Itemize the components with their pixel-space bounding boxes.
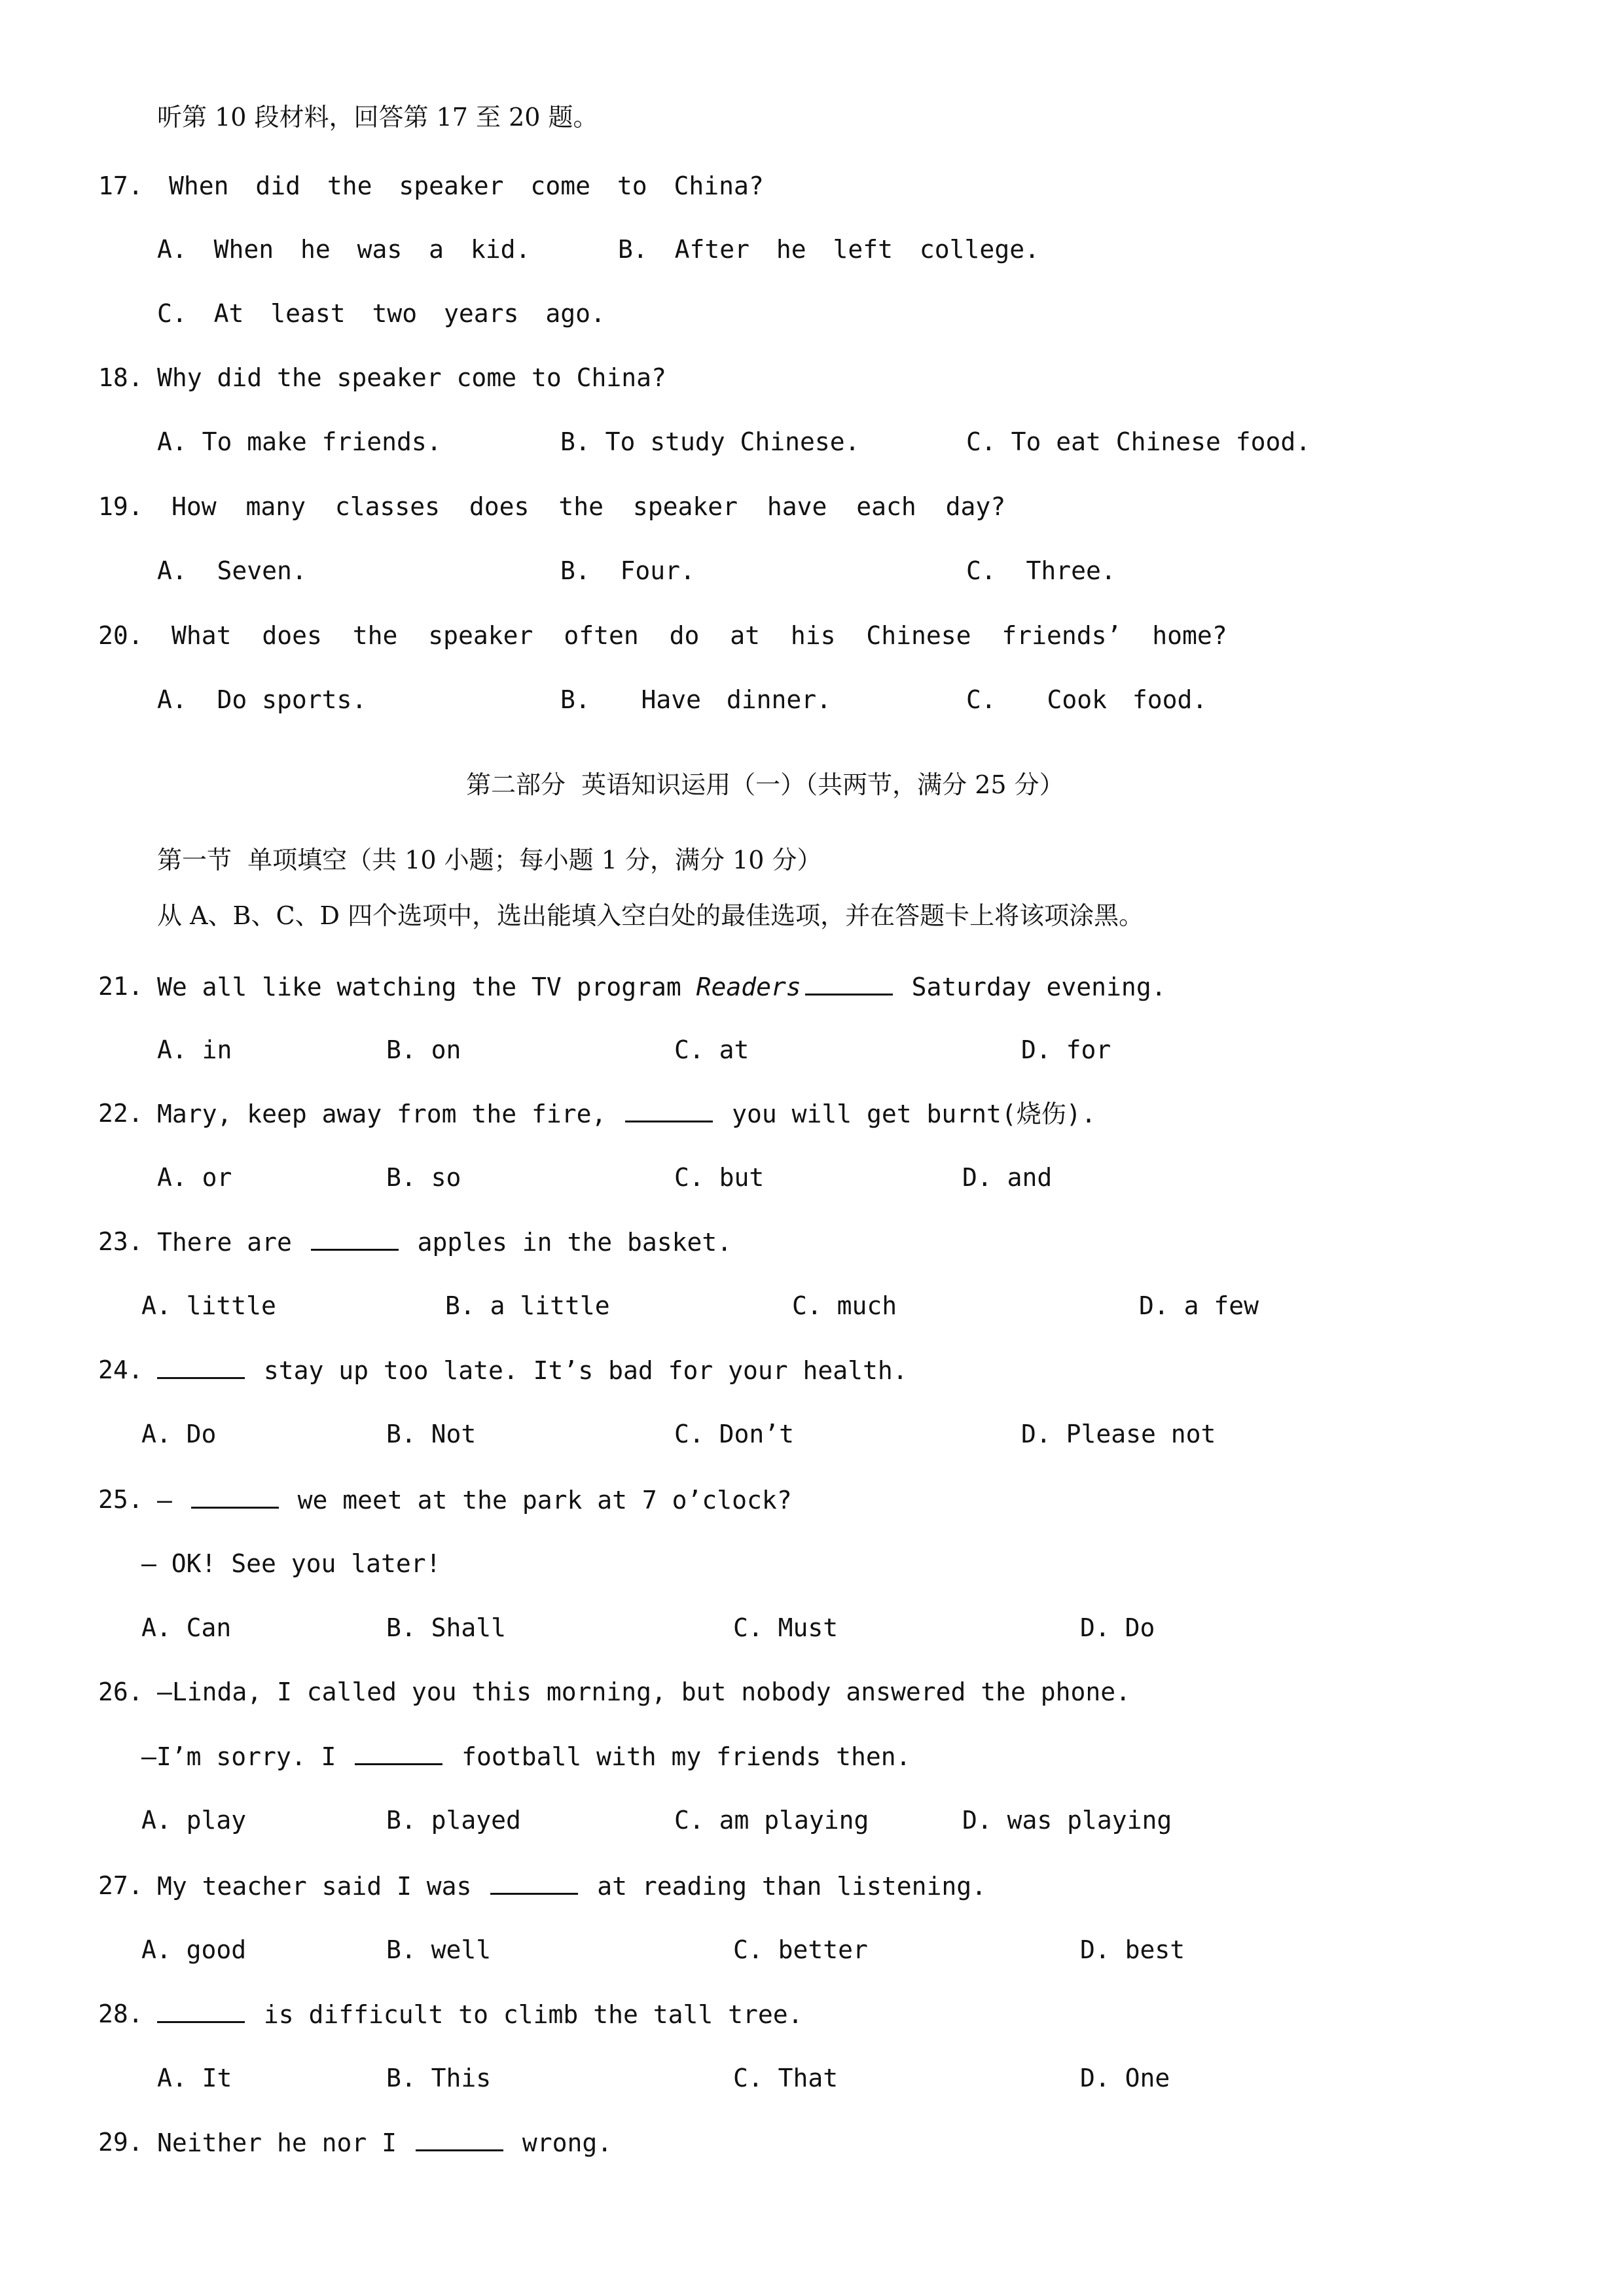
- question-28-number: 28.: [98, 2000, 143, 2028]
- question-20-number: 20.: [98, 621, 143, 650]
- q25-option-a: A. Can: [141, 1613, 232, 1642]
- q22-option-a: A. or: [157, 1163, 232, 1192]
- question-17-text: When did the speaker come to China?: [169, 171, 764, 200]
- q26-option-c: C. am playing: [674, 1806, 869, 1835]
- q24-option-c: C. Don’t: [674, 1420, 795, 1448]
- q26-option-a: A. play: [141, 1806, 247, 1835]
- question-21-text: We all like watching the TV program Readers Saturday evening.: [157, 973, 1166, 1001]
- q27-option-c: C. better: [733, 1935, 868, 1964]
- q24-option-d: D. Please not: [1021, 1420, 1216, 1448]
- q19-option-c: C. Three.: [966, 556, 1116, 585]
- question-23-number: 23.: [98, 1227, 143, 1256]
- section1-directions: 从 A、B、C、D 四个选项中，选出能填入空白处的最佳选项，并在答题卡上将该项涂黑。: [157, 901, 1144, 930]
- question-23-text: There are apples in the basket.: [157, 1228, 732, 1257]
- q18-option-c: C. To eat Chinese food.: [966, 427, 1311, 456]
- question-26-line2: —I’m sorry. I football with my friends then.: [141, 1742, 911, 1771]
- q25-option-b: B. Shall: [386, 1613, 507, 1642]
- answer-blank: [157, 1357, 245, 1379]
- q28-option-c: C. That: [733, 2064, 839, 2092]
- question-29-number: 29.: [98, 2128, 143, 2157]
- section1-title: 第一节 单项填空（共 10 小题；每小题 1 分，满分 10 分）: [157, 846, 822, 874]
- q20-option-b: B. Have dinner.: [560, 685, 832, 714]
- answer-blank: [355, 1744, 442, 1765]
- q21-option-b: B. on: [386, 1035, 461, 1064]
- question-21-number: 21.: [98, 972, 143, 1001]
- question-26-number: 26.: [98, 1677, 143, 1706]
- question-24-text: stay up too late. It’s bad for your health.: [153, 1357, 908, 1383]
- q23-option-a: A. little: [141, 1291, 276, 1320]
- q21-option-d: D. for: [1021, 1035, 1111, 1064]
- listening-instruction: 听第 10 段材料，回答第 17 至 20 题。: [157, 103, 598, 132]
- question-25-number: 25.: [98, 1485, 143, 1514]
- program-title: Readers: [696, 973, 801, 1001]
- answer-blank: [416, 2130, 503, 2151]
- q26-option-b: B. played: [386, 1806, 521, 1835]
- q22-option-b: B. so: [386, 1163, 461, 1192]
- question-24-number: 24.: [98, 1355, 143, 1384]
- q23-option-d: D. a few: [1139, 1291, 1259, 1320]
- q25-option-d: D. Do: [1080, 1613, 1155, 1642]
- answer-blank: [191, 1487, 279, 1509]
- q26-option-d: D. was playing: [962, 1806, 1172, 1835]
- question-17-number: 17.: [98, 171, 143, 200]
- q25-option-c: C. Must: [733, 1613, 839, 1642]
- q17-option-a: A. When he was a kid.: [157, 235, 531, 264]
- q21-option-c: C. at: [674, 1035, 749, 1064]
- question-25-text: — we meet at the park at 7 o’clock?: [157, 1486, 792, 1515]
- q28-option-a: A. It: [157, 2064, 232, 2092]
- q24-option-b: B. Not: [386, 1420, 477, 1448]
- part2-title: 第二部分 英语知识运用（一）（共两节，满分 25 分）: [466, 770, 1064, 799]
- question-22-number: 22.: [98, 1099, 143, 1128]
- question-19-text: How many classes does the speaker have each day?: [171, 492, 1006, 521]
- question-27-text: My teacher said I was at reading than listening.: [157, 1872, 987, 1901]
- q18-option-b: B. To study Chinese.: [560, 427, 860, 456]
- q28-option-d: D. One: [1080, 2064, 1170, 2092]
- question-29-text: Neither he nor I wrong.: [157, 2128, 613, 2157]
- question-22-text: Mary, keep away from the fire, you will get burnt(烧伤).: [157, 1100, 1096, 1128]
- question-26-line1: —Linda, I called you this morning, but nobody answered the phone.: [157, 1677, 1131, 1706]
- q28-option-b: B. This: [386, 2064, 492, 2092]
- q19-option-b: B. Four.: [560, 556, 695, 585]
- q20-option-c: C. Cook food.: [966, 685, 1208, 714]
- answer-blank: [490, 1873, 578, 1895]
- q23-option-c: C. much: [792, 1291, 897, 1320]
- q23-option-b: B. a little: [445, 1291, 610, 1320]
- question-18-text: Why did the speaker come to China?: [157, 363, 666, 392]
- q27-option-a: A. good: [141, 1935, 247, 1964]
- question-20-text: What does the speaker often do at his Chinese friends’ home?: [171, 621, 1227, 650]
- q24-option-a: A. Do: [141, 1420, 217, 1448]
- question-19-number: 19.: [98, 492, 143, 521]
- question-28-text: is difficult to climb the tall tree.: [153, 2001, 803, 2027]
- q22-option-c: C. but: [674, 1163, 765, 1192]
- answer-blank: [625, 1101, 713, 1122]
- q22-option-d: D. and: [962, 1163, 1053, 1192]
- q25-reply: — OK! See you later!: [141, 1549, 441, 1578]
- q27-option-d: D. best: [1080, 1935, 1185, 1964]
- q18-option-a: A. To make friends.: [157, 427, 442, 456]
- question-27-number: 27.: [98, 1871, 143, 1900]
- q17-option-b: B. After he left college.: [618, 235, 1039, 264]
- answer-blank: [311, 1229, 399, 1251]
- q21-option-a: A. in: [157, 1035, 232, 1064]
- q19-option-a: A. Seven.: [157, 556, 307, 585]
- answer-blank: [805, 974, 893, 996]
- question-18-number: 18.: [98, 363, 143, 392]
- q17-option-c: C. At least two years ago.: [157, 299, 605, 328]
- q27-option-b: B. well: [386, 1935, 492, 1964]
- answer-blank: [157, 2001, 245, 2023]
- q20-option-a: A. Do sports.: [157, 685, 367, 714]
